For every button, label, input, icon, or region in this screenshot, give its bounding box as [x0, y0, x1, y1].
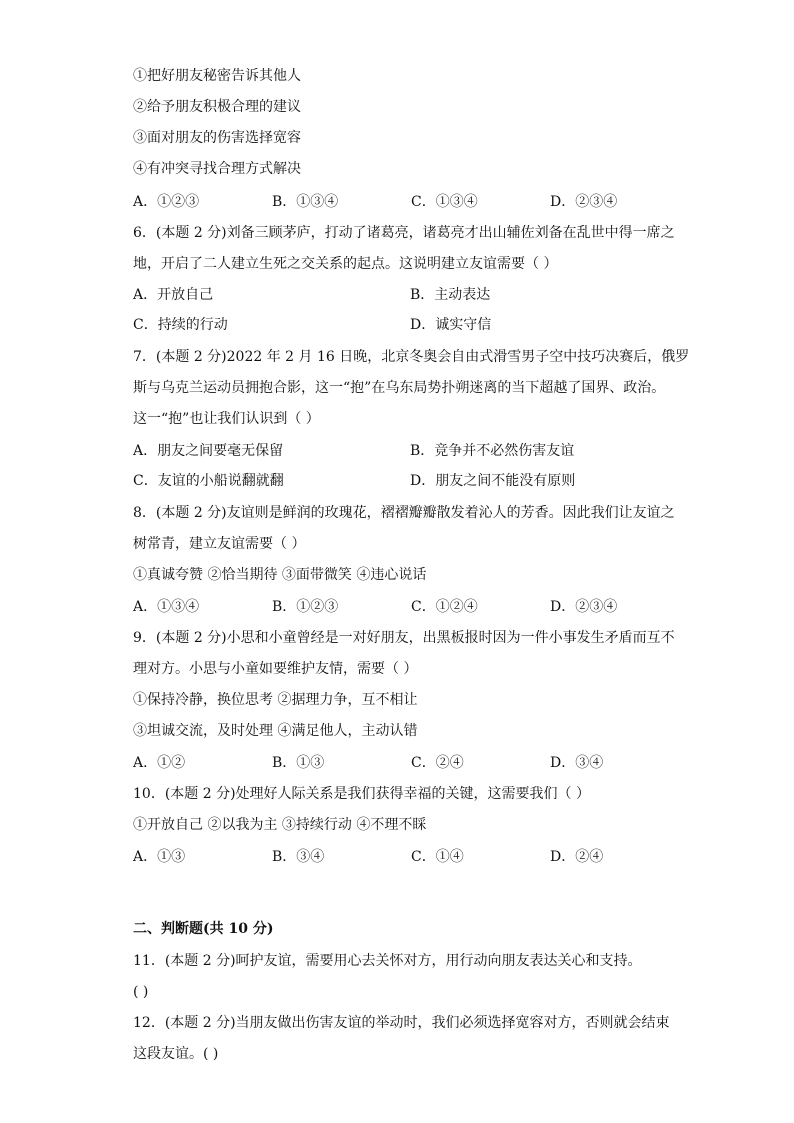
q5-option-d[interactable]: D．②③④ [550, 194, 618, 210]
q5-statement-1: ①把好朋友秘密告诉其他人 [133, 68, 301, 84]
q7-option-d[interactable]: D．朋友之间不能没有原则 [410, 473, 576, 489]
q10-options [133, 847, 693, 867]
q5-option-c[interactable]: C．①③④ [411, 194, 478, 210]
q7-option-b[interactable]: B．竞争并不必然伤害友谊 [410, 443, 575, 459]
q9-statements-line-2: ③坦诚交流，及时处理 ④满足他人，主动认错 [133, 723, 418, 739]
q9-option-b[interactable]: B．①③ [272, 755, 325, 771]
q11-stem-line-1: 11．(本题 2 分)呵护友谊，需要用心去关怀对方，用行动向朋友表达关心和支持。 [133, 953, 642, 969]
q8-statements: ①真诚夸赞 ②恰当期待 ③面带微笑 ④违心说话 [133, 567, 427, 583]
q6-option-d[interactable]: D．诚实守信 [410, 317, 492, 333]
q10-statements: ①开放自己 ②以我为主 ③持续行动 ④不理不睬 [133, 817, 427, 833]
q5-statement-2: ②给予朋友积极合理的建议 [133, 99, 301, 115]
q12-stem-line-2: 这段友谊。( ) [133, 1046, 219, 1062]
q6-options-row-1 [133, 285, 693, 305]
q6-stem-line-1: 6．(本题 2 分)刘备三顾茅庐，打动了诸葛亮，诸葛亮才出山辅佐刘备在乱世中得一席之 [133, 225, 675, 241]
q9-options [133, 753, 693, 773]
q10-option-a[interactable]: A．①③ [133, 849, 186, 865]
q6-options-row-2 [133, 315, 693, 335]
q7-option-a[interactable]: A．朋友之间要毫无保留 [133, 443, 284, 459]
q9-statements-line-1: ①保持冷静，换位思考 ②据理力争，互不相让 [133, 692, 418, 708]
q8-option-d[interactable]: D．②③④ [550, 599, 618, 615]
q9-stem-line-2: 理对方。小思与小童如要维护友情，需要（ ） [133, 661, 418, 677]
q5-statement-4: ④有冲突寻找合理方式解决 [133, 161, 301, 177]
q7-options-row-1 [133, 441, 693, 461]
q8-option-a[interactable]: A．①③④ [133, 599, 200, 615]
q10-option-c[interactable]: C．①④ [411, 849, 464, 865]
q7-stem-line-1: 7．(本题 2 分)2022 年 2 月 16 日晚，北京冬奥会自由式滑雪男子空中技巧决赛后，俄罗 [133, 349, 690, 365]
q6-stem-line-2: 地，开启了二人建立生死之交关系的起点。这说明建立友谊需要（ ） [133, 256, 558, 272]
q5-options [133, 192, 693, 212]
q6-option-c[interactable]: C．持续的行动 [133, 317, 228, 333]
q8-stem-line-1: 8．(本题 2 分)友谊则是鲜润的玫瑰花，褶褶瓣瓣散发着沁人的芳香。因此我们让友谊之 [133, 505, 675, 521]
section-title-judgment: 二、判断题(共 10 分) [133, 921, 274, 937]
q6-option-a[interactable]: A．开放自己 [133, 287, 214, 303]
q7-option-c[interactable]: C．友谊的小船说翻就翻 [133, 473, 284, 489]
q7-stem-line-3: 这一“抱”也让我们认识到（ ） [133, 411, 320, 427]
q8-option-c[interactable]: C．①②④ [411, 599, 478, 615]
q11-answer-blank[interactable]: ( ) [133, 984, 149, 1000]
q9-option-a[interactable]: A．①② [133, 755, 186, 771]
q7-options-row-2 [133, 471, 693, 491]
q5-statement-3: ③面对朋友的伤害选择宽容 [133, 130, 301, 146]
q5-option-b[interactable]: B．①③④ [272, 194, 339, 210]
q6-option-b[interactable]: B．主动表达 [410, 287, 491, 303]
q5-option-a[interactable]: A．①②③ [133, 194, 200, 210]
q7-stem-line-2: 斯与乌克兰运动员拥抱合影，这一“抱”在乌东局势扑朔迷离的当下超越了国界、政治。 [133, 380, 666, 396]
q8-stem-line-2: 树常青，建立友谊需要（ ） [133, 536, 306, 552]
q10-stem-line-1: 10．(本题 2 分)处理好人际关系是我们获得幸福的关键，这需要我们（ ） [133, 786, 590, 802]
q10-option-d[interactable]: D．②④ [550, 849, 604, 865]
q10-option-b[interactable]: B．③④ [272, 849, 325, 865]
q9-option-d[interactable]: D．③④ [550, 755, 604, 771]
q9-stem-line-1: 9．(本题 2 分)小思和小童曾经是一对好朋友，出黑板报时因为一件小事发生矛盾而互不 [133, 630, 675, 646]
q9-option-c[interactable]: C．②④ [411, 755, 464, 771]
q12-stem-line-1: 12．(本题 2 分)当朋友做出伤害友谊的举动时，我们必须选择宽容对方，否则就会结束 [133, 1015, 670, 1031]
q8-option-b[interactable]: B．①②③ [272, 599, 339, 615]
q8-options [133, 597, 693, 617]
